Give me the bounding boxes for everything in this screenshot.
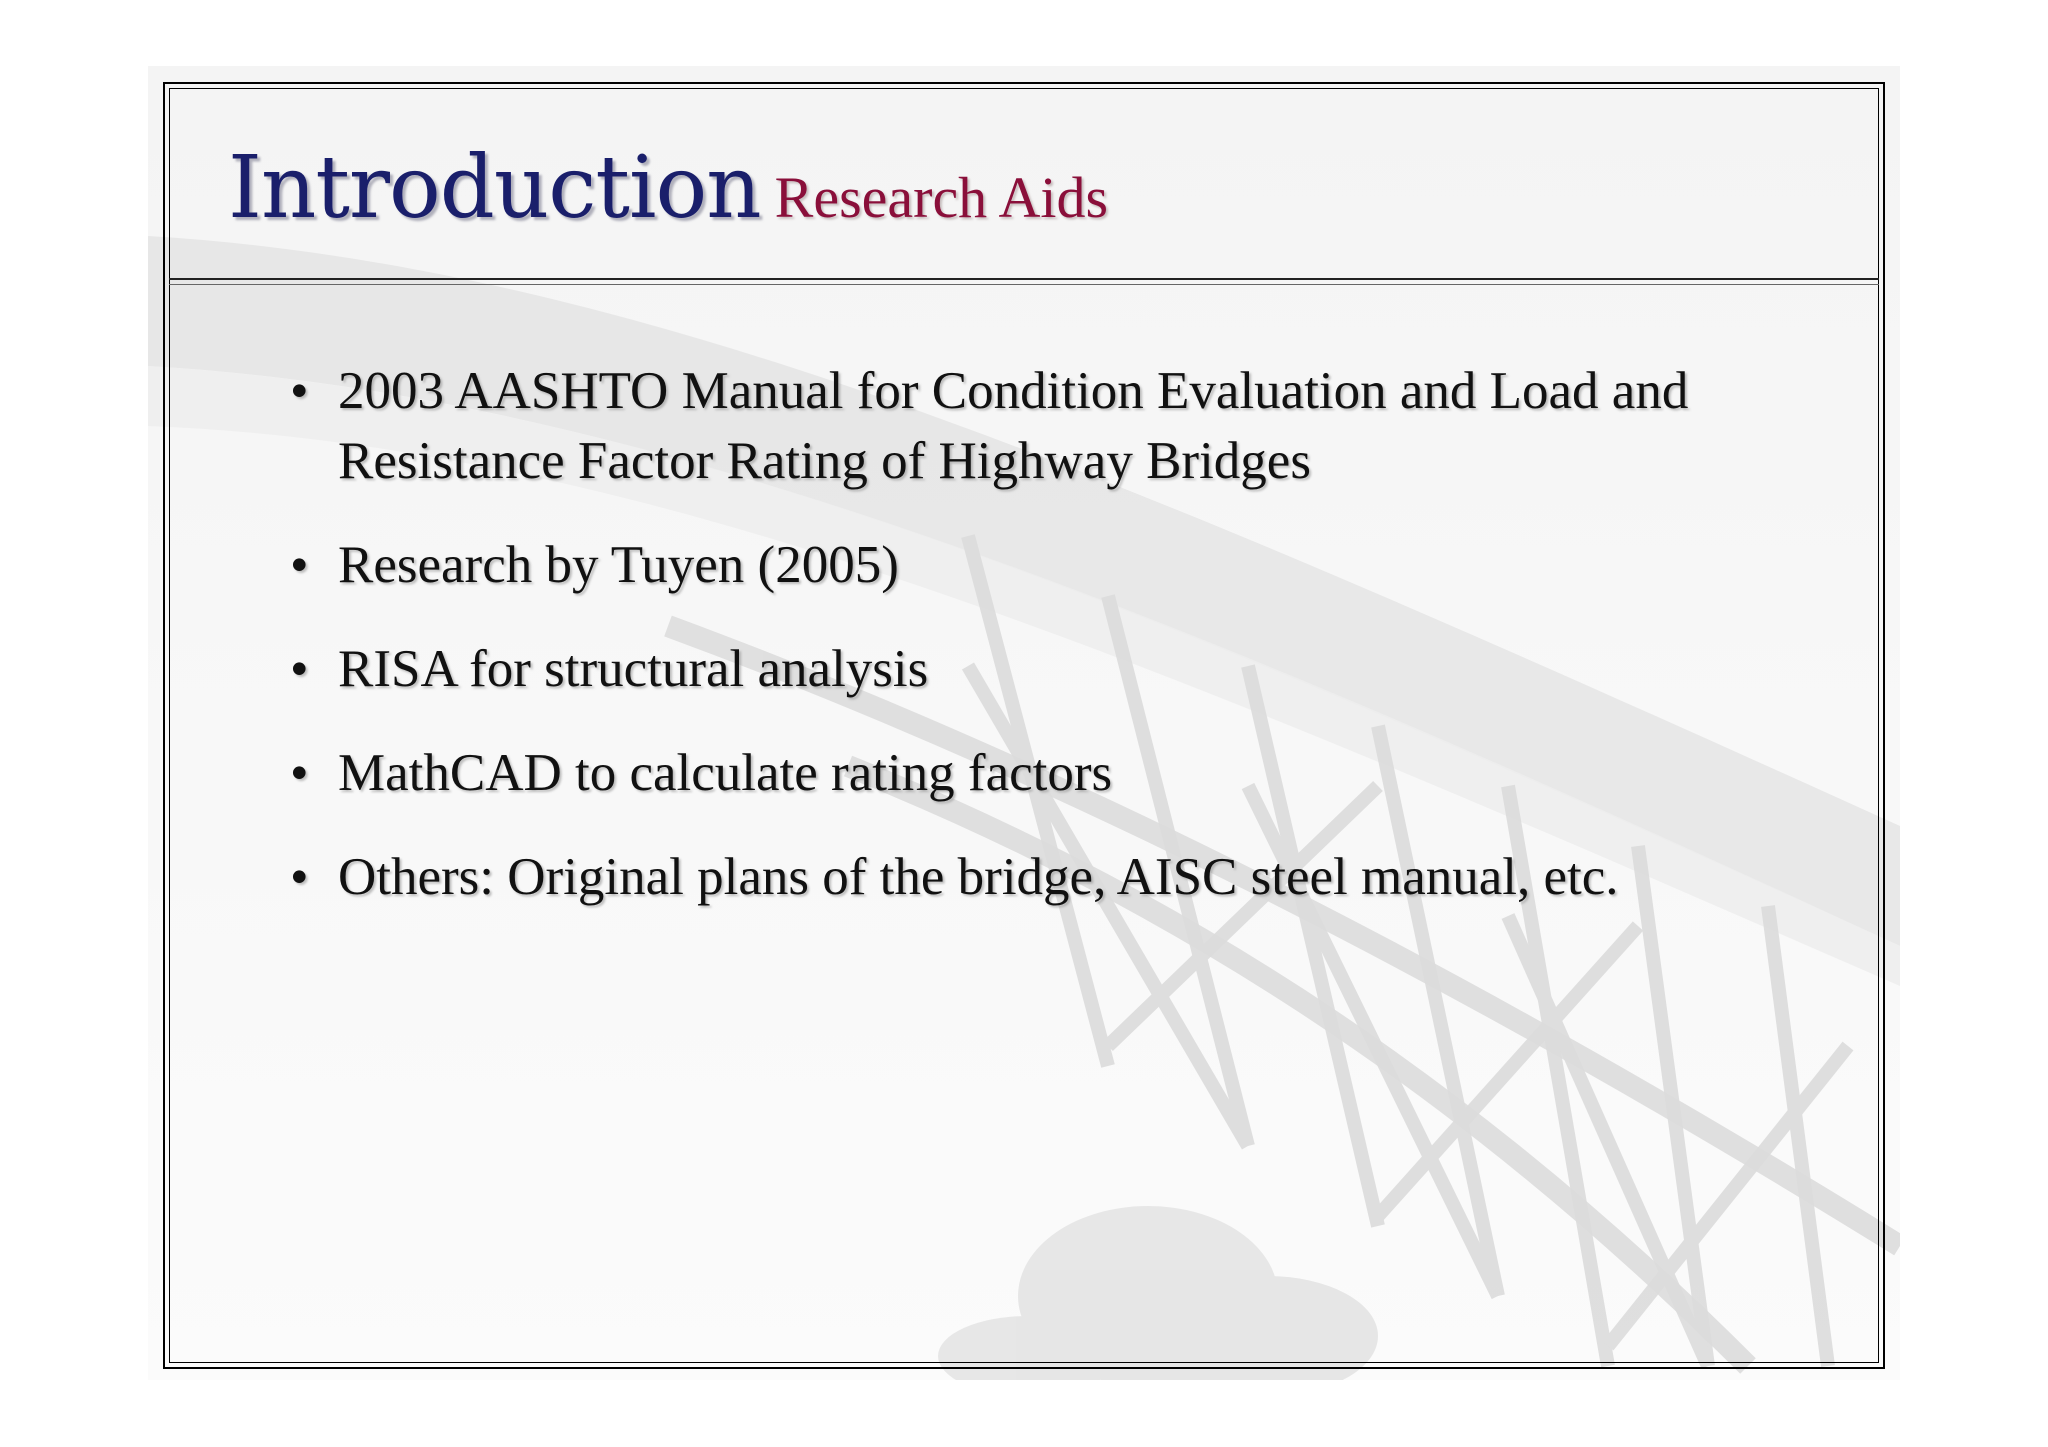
bullet-dot: •	[290, 536, 309, 594]
bullet-item	[290, 634, 1790, 704]
bullet-item	[290, 738, 1790, 808]
bullet-dot: •	[290, 744, 309, 802]
bullet-item	[290, 842, 1790, 912]
title-divider-top	[169, 278, 1879, 280]
bullet-text: MathCAD to calculate rating factors	[338, 744, 1113, 802]
bullet-dot: •	[290, 362, 309, 420]
slide-title: Introduction	[228, 138, 761, 238]
bullet-item	[290, 356, 1790, 496]
bullet-dot: •	[290, 848, 309, 906]
title-divider-bottom	[169, 284, 1879, 285]
bullet-item	[290, 530, 1790, 600]
bullet-text: 2003 AASHTO Manual for Condition Evaluation and Load and Resistance Factor Rating of Highway Bridges	[338, 362, 1689, 490]
bullet-text: Others: Original plans of the bridge, AISC steel manual, etc.	[338, 848, 1619, 906]
bullet-text: RISA for structural analysis	[338, 640, 929, 698]
bullet-text: Research by Tuyen (2005)	[338, 536, 899, 594]
slide-subtitle: Research Aids	[774, 165, 1109, 230]
title-block	[228, 138, 1108, 238]
bullet-dot: •	[290, 640, 309, 698]
bullet-list	[290, 356, 1790, 946]
